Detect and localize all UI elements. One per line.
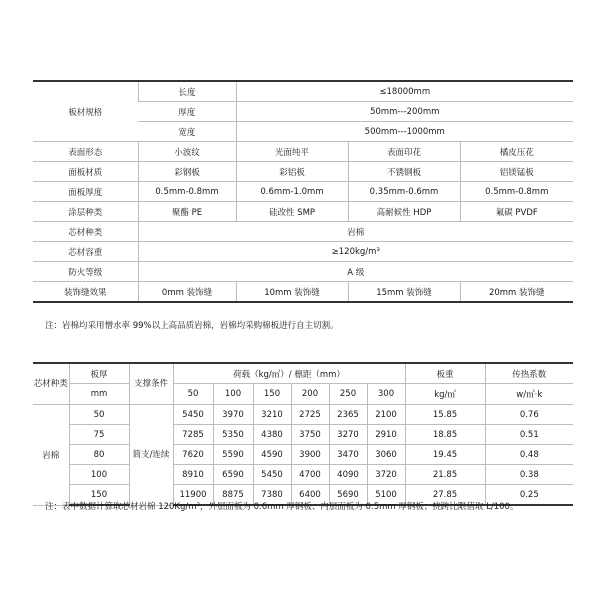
weight-cell: 19.45	[405, 445, 485, 465]
spec-value: ≤18000mm	[236, 81, 573, 102]
table-row	[33, 445, 573, 465]
load-cell: 5450	[173, 405, 213, 425]
spec-label: 宽度	[138, 122, 236, 142]
spec-value: 小波纹	[138, 142, 236, 162]
header-span: 50	[173, 384, 213, 405]
spec-value: 0.6mm-1.0mm	[236, 182, 348, 202]
spec-value: 聚酯 PE	[138, 202, 236, 222]
load-cell: 2365	[329, 405, 367, 425]
load-cell: 5350	[213, 425, 253, 445]
spec-category: 装饰缝效果	[33, 282, 138, 303]
spec-value: 0.35mm-0.6mm	[348, 182, 460, 202]
spec-category: 面板厚度	[33, 182, 138, 202]
spec-value: 0.5mm-0.8mm	[138, 182, 236, 202]
spec-value: 500mm---1000mm	[236, 122, 573, 142]
spec-row-core-density	[33, 242, 573, 262]
spec-category: 表面形态	[33, 142, 138, 162]
table-row	[33, 405, 573, 425]
header-support: 支撑条件	[129, 363, 173, 405]
load-subheader-row	[33, 384, 573, 405]
load-table	[33, 362, 573, 506]
header-thickness: 板厚	[69, 363, 129, 384]
load-cell: 6590	[213, 465, 253, 485]
spec-value: 50mm---200mm	[236, 102, 573, 122]
header-span: 300	[367, 384, 405, 405]
load-cell: 7620	[173, 445, 213, 465]
spec-value: 20mm 装饰缝	[460, 282, 573, 303]
spec-value: 不锈钢板	[348, 162, 460, 182]
spec-row-coating	[33, 202, 573, 222]
thickness-cell: 50	[69, 405, 129, 425]
weight-cell: 18.85	[405, 425, 485, 445]
load-cell: 3060	[367, 445, 405, 465]
weight-cell: 15.85	[405, 405, 485, 425]
panel-spec-table	[33, 80, 573, 303]
load-note: 注：表中数据计算取芯材岩棉 120Kg/m³，外层面板为 0.6mm 厚钢板、内层面板为 0.5mm 厚钢板；挠跨比限值取 L/100。	[45, 502, 519, 512]
header-span: 100	[213, 384, 253, 405]
load-cell: 5450	[253, 465, 291, 485]
spec-row-material	[33, 162, 573, 182]
table-row	[33, 425, 573, 445]
spec-row-seam	[33, 282, 573, 303]
load-cell: 11900	[173, 485, 213, 506]
spec-category: 芯材种类	[33, 222, 138, 242]
spec-value: 彩铝板	[236, 162, 348, 182]
spec-value: 彩钢板	[138, 162, 236, 182]
spec-category: 面板材质	[33, 162, 138, 182]
support-cell: 简支/连续	[129, 405, 173, 506]
load-cell: 5590	[213, 445, 253, 465]
spec-value: ≥120kg/m³	[138, 242, 573, 262]
load-cell: 8910	[173, 465, 213, 485]
load-cell: 3210	[253, 405, 291, 425]
load-cell: 8875	[213, 485, 253, 506]
load-cell: 7285	[173, 425, 213, 445]
load-cell: 4700	[291, 465, 329, 485]
thickness-cell: 150	[69, 485, 129, 506]
load-cell: 5690	[329, 485, 367, 506]
load-cell: 2910	[367, 425, 405, 445]
load-cell: 3270	[329, 425, 367, 445]
thickness-cell: 100	[69, 465, 129, 485]
load-cell: 2100	[367, 405, 405, 425]
thickness-cell: 75	[69, 425, 129, 445]
heat-cell: 0.48	[485, 445, 573, 465]
spec-value: 硅改性 SMP	[236, 202, 348, 222]
load-cell: 5100	[367, 485, 405, 506]
load-cell: 4380	[253, 425, 291, 445]
weight-cell: 27.85	[405, 485, 485, 506]
spec-category: 板材规格	[33, 81, 138, 142]
spec-value: 氟碳 PVDF	[460, 202, 573, 222]
spec-value: 15mm 装饰缝	[348, 282, 460, 303]
material-cell: 岩棉	[33, 405, 69, 506]
load-cell: 4590	[253, 445, 291, 465]
load-cell: 4090	[329, 465, 367, 485]
spec-value: 表面印花	[348, 142, 460, 162]
spec-category: 防火等级	[33, 262, 138, 282]
spec-note: 注：岩棉均采用憎水率 99%以上高品质岩棉，岩棉均采购棉板进行自主切割。	[45, 321, 339, 331]
spec-value: 0mm 装饰缝	[138, 282, 236, 303]
spec-row-length	[33, 81, 573, 102]
header-span: 250	[329, 384, 367, 405]
weight-cell: 21.85	[405, 465, 485, 485]
header-heat-unit: w/㎡·k	[485, 384, 573, 405]
spec-value: 10mm 装饰缝	[236, 282, 348, 303]
spec-value: 橘皮压花	[460, 142, 573, 162]
spec-row-surface	[33, 142, 573, 162]
table-row	[33, 465, 573, 485]
header-thickness-unit: mm	[69, 384, 129, 405]
header-heat: 传热系数	[485, 363, 573, 384]
spec-row-panel-thickness	[33, 182, 573, 202]
spec-row-fire-rating	[33, 262, 573, 282]
header-span: 150	[253, 384, 291, 405]
heat-cell: 0.38	[485, 465, 573, 485]
heat-cell: 0.25	[485, 485, 573, 506]
spec-value: 0.5mm-0.8mm	[460, 182, 573, 202]
spec-value: 高耐候性 HDP	[348, 202, 460, 222]
thickness-cell: 80	[69, 445, 129, 465]
spec-category: 涂层种类	[33, 202, 138, 222]
spec-label: 长度	[138, 81, 236, 102]
spec-value: A 级	[138, 262, 573, 282]
header-span: 200	[291, 384, 329, 405]
spec-label: 厚度	[138, 102, 236, 122]
load-cell: 3720	[367, 465, 405, 485]
spec-value: 铝镁锰板	[460, 162, 573, 182]
spec-row-core-type	[33, 222, 573, 242]
load-cell: 3900	[291, 445, 329, 465]
header-weight: 板重	[405, 363, 485, 384]
load-cell: 3970	[213, 405, 253, 425]
load-cell: 7380	[253, 485, 291, 506]
load-cell: 6400	[291, 485, 329, 506]
spec-value: 光面纯平	[236, 142, 348, 162]
spec-category: 芯材容重	[33, 242, 138, 262]
load-cell: 3470	[329, 445, 367, 465]
load-cell: 3750	[291, 425, 329, 445]
heat-cell: 0.51	[485, 425, 573, 445]
load-header-row	[33, 363, 573, 384]
spec-value: 岩棉	[138, 222, 573, 242]
header-load-title: 荷载（kg/㎡）/ 檩距（mm）	[173, 363, 405, 384]
header-material: 芯材种类	[33, 363, 69, 405]
load-cell: 2725	[291, 405, 329, 425]
header-weight-unit: kg/㎡	[405, 384, 485, 405]
heat-cell: 0.76	[485, 405, 573, 425]
